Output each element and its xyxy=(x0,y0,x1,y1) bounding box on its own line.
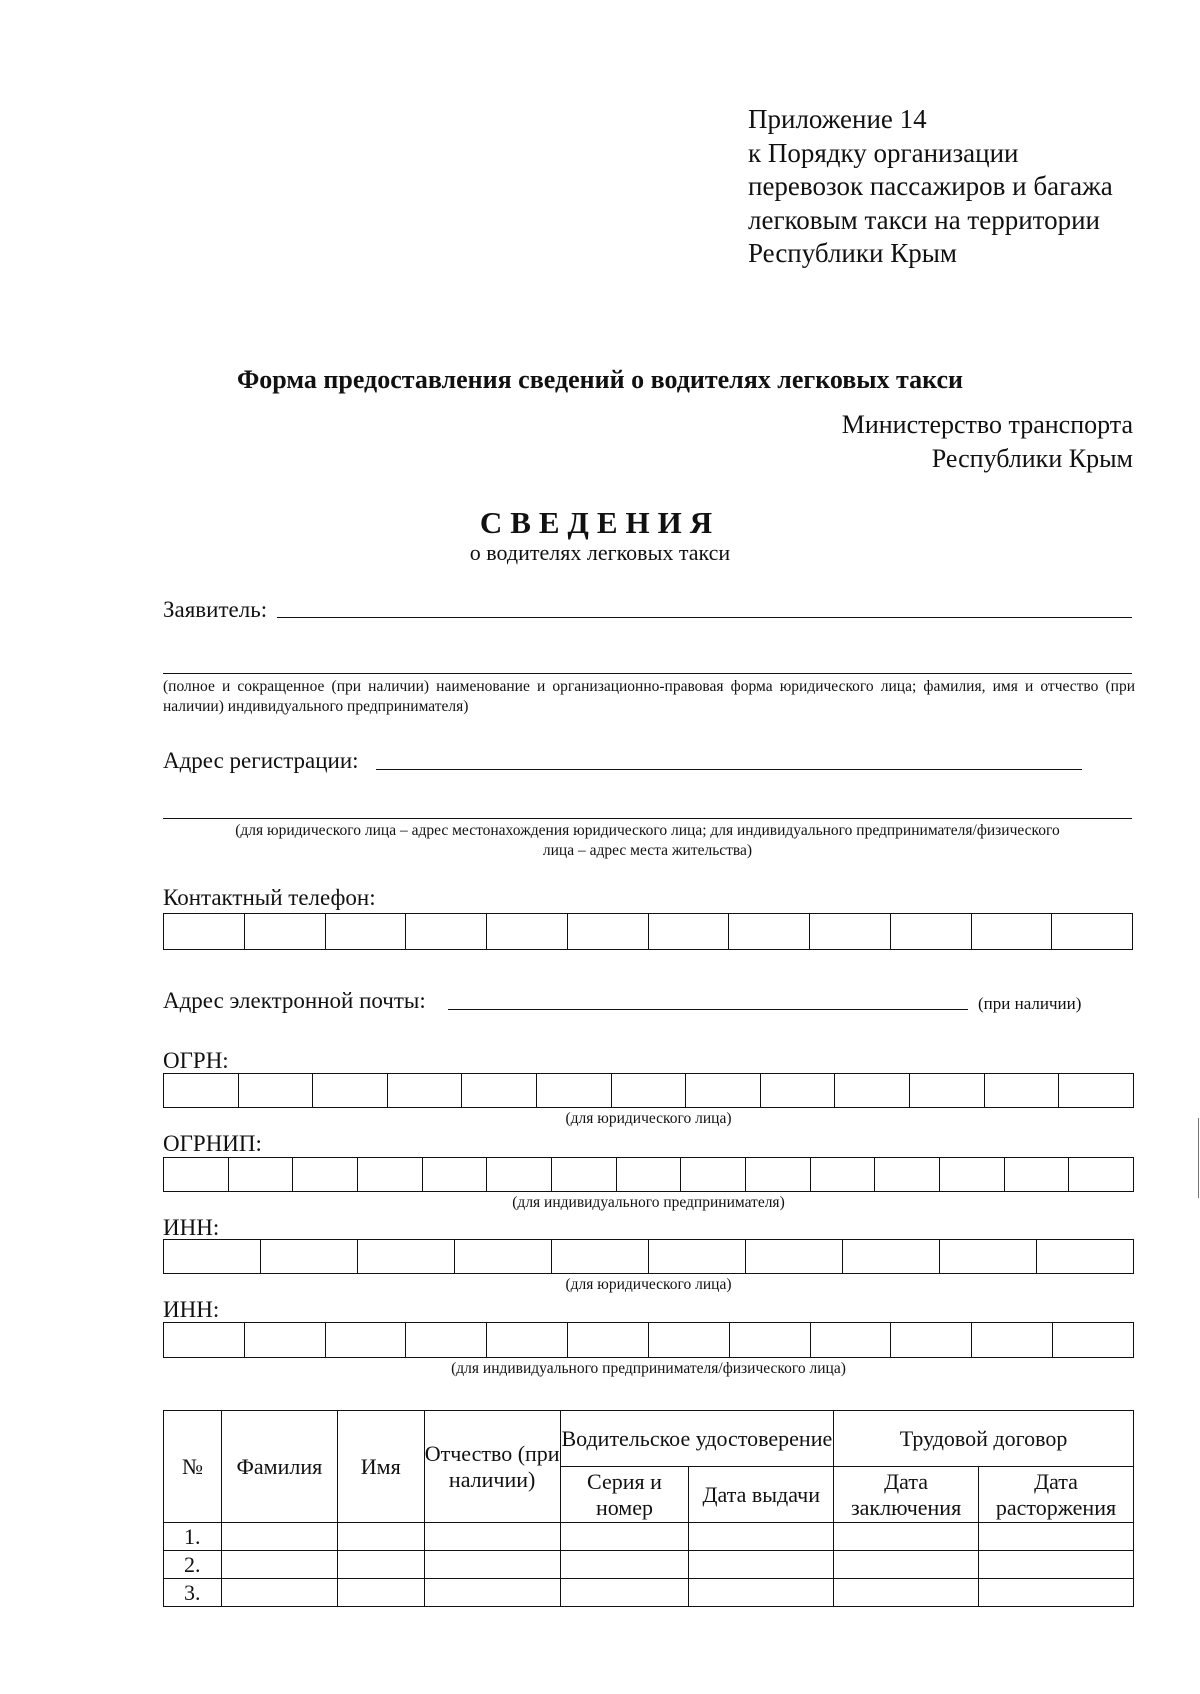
digit-cell[interactable] xyxy=(536,1074,611,1107)
digit-cell[interactable] xyxy=(357,1158,422,1191)
document-title: СВЕДЕНИЯ xyxy=(479,505,721,540)
digit-cell[interactable] xyxy=(810,1323,891,1357)
header-first-name: Имя xyxy=(337,1411,424,1523)
applicant-field-line1[interactable] xyxy=(277,617,1132,618)
digit-cell[interactable] xyxy=(1036,1240,1133,1273)
table-cell[interactable] xyxy=(979,1551,1134,1579)
table-cell[interactable] xyxy=(221,1579,337,1607)
digit-cell[interactable] xyxy=(1058,1074,1133,1107)
row-number: 1. xyxy=(164,1523,222,1551)
digit-cell[interactable] xyxy=(244,1323,325,1357)
digit-cell[interactable] xyxy=(238,1074,313,1107)
row-number: 3. xyxy=(164,1579,222,1607)
table-row xyxy=(164,1523,1134,1551)
digit-cell[interactable] xyxy=(760,1074,835,1107)
reg-address-note-line2: лица – адрес места жительства) xyxy=(542,842,753,859)
digit-cell[interactable] xyxy=(422,1158,487,1191)
appendix-reference xyxy=(748,103,1113,271)
applicant-note: (полное и сокращенное (при наличии) наименование и организационно-правовая форма юридического лица; фамилия, имя и отчество (при наличии) индивидуального предпринимателя) xyxy=(163,678,1135,715)
table-cell[interactable] xyxy=(337,1523,424,1551)
table-cell[interactable] xyxy=(979,1523,1134,1551)
digit-cell[interactable] xyxy=(874,1158,939,1191)
digit-cell[interactable] xyxy=(164,1158,228,1191)
document-subtitle: о водителях легковых такси xyxy=(469,540,731,565)
digit-cell[interactable] xyxy=(809,914,890,949)
digit-cell[interactable] xyxy=(486,1158,551,1191)
table-cell[interactable] xyxy=(834,1551,979,1579)
header-last-name: Фамилия xyxy=(221,1411,337,1523)
digit-cell[interactable] xyxy=(551,1158,616,1191)
digit-cell[interactable] xyxy=(939,1158,1004,1191)
reg-address-note-line1: (для юридического лица – адрес местонахождения юридического лица; для индивидуального предпринимателя/физического xyxy=(235,822,1060,839)
digit-cell[interactable] xyxy=(387,1074,462,1107)
table-cell[interactable] xyxy=(979,1579,1134,1607)
ogrnip-cells[interactable] xyxy=(163,1157,1134,1192)
table-cell[interactable] xyxy=(834,1579,979,1607)
digit-cell[interactable] xyxy=(611,1074,686,1107)
digit-cell[interactable] xyxy=(357,1240,454,1273)
digit-cell[interactable] xyxy=(454,1240,551,1273)
reg-address-label: Адрес регистрации: xyxy=(163,748,359,773)
digit-cell[interactable] xyxy=(164,1323,244,1357)
digit-cell[interactable] xyxy=(164,1074,238,1107)
inn-legal-cells[interactable] xyxy=(163,1239,1134,1274)
appendix-line: к Порядку организации xyxy=(748,137,1019,168)
digit-cell[interactable] xyxy=(486,914,567,949)
digit-cell[interactable] xyxy=(890,1323,971,1357)
digit-cell[interactable] xyxy=(971,1323,1052,1357)
digit-cell[interactable] xyxy=(745,1240,842,1273)
table-cell[interactable] xyxy=(834,1523,979,1551)
table-row xyxy=(164,1551,1134,1579)
digit-cell[interactable] xyxy=(745,1158,810,1191)
digit-cell[interactable] xyxy=(680,1158,745,1191)
digit-cell[interactable] xyxy=(1051,914,1132,949)
ogrnip-label: ОГРНИП: xyxy=(163,1131,262,1156)
digit-cell[interactable] xyxy=(164,1240,260,1273)
recipient xyxy=(842,408,1133,476)
inn-individual-label: ИНН: xyxy=(163,1297,220,1322)
header-license: Водительское удостоверение xyxy=(560,1411,834,1467)
digit-cell[interactable] xyxy=(325,1323,406,1357)
email-field[interactable] xyxy=(448,1009,968,1010)
digit-cell[interactable] xyxy=(461,1074,536,1107)
digit-cell[interactable] xyxy=(486,1323,567,1357)
table-cell[interactable] xyxy=(424,1523,560,1551)
recipient-line: Республики Крым xyxy=(931,444,1133,473)
scan-edge-mark xyxy=(1198,1118,1199,1198)
digit-cell[interactable] xyxy=(567,1323,648,1357)
appendix-line: Приложение 14 xyxy=(748,104,927,134)
inn-individual-note: (для индивидуального предпринимателя/физического лица) xyxy=(451,1360,846,1377)
header-license-date: Дата выдачи xyxy=(689,1467,834,1523)
inn-individual-cells[interactable] xyxy=(163,1322,1134,1358)
table-row xyxy=(164,1579,1134,1607)
row-number: 2. xyxy=(164,1551,222,1579)
digit-cell[interactable] xyxy=(810,1158,875,1191)
header-contract-end: Дата расторжения xyxy=(979,1467,1134,1523)
digit-cell[interactable] xyxy=(405,1323,486,1357)
appendix-line: легковым такси на территории xyxy=(748,204,1101,235)
digit-cell[interactable] xyxy=(1068,1158,1133,1191)
table-cell[interactable] xyxy=(689,1579,834,1607)
recipient-line: Министерство транспорта xyxy=(841,410,1133,439)
digit-cell[interactable] xyxy=(1004,1158,1069,1191)
reg-address-field-line1[interactable] xyxy=(376,769,1082,770)
header-num: № xyxy=(164,1411,222,1523)
digit-cell[interactable] xyxy=(984,1074,1059,1107)
header-contract: Трудовой договор xyxy=(834,1411,1134,1467)
table-cell[interactable] xyxy=(424,1551,560,1579)
email-note: (при наличии) xyxy=(978,994,1082,1013)
table-cell[interactable] xyxy=(221,1551,337,1579)
inn-legal-note: (для юридического лица) xyxy=(565,1276,732,1293)
table-cell[interactable] xyxy=(424,1579,560,1607)
digit-cell[interactable] xyxy=(616,1158,681,1191)
phone-label: Контактный телефон: xyxy=(163,885,376,910)
digit-cell[interactable] xyxy=(260,1240,357,1273)
appendix-line: перевозок пассажиров и багажа xyxy=(748,171,1113,201)
digit-cell[interactable] xyxy=(728,914,809,949)
digit-cell[interactable] xyxy=(567,914,648,949)
ogrn-label: ОГРН: xyxy=(163,1048,229,1073)
digit-cell[interactable] xyxy=(685,1074,760,1107)
digit-cell[interactable] xyxy=(971,914,1052,949)
digit-cell[interactable] xyxy=(729,1323,810,1357)
applicant-label: Заявитель: xyxy=(163,597,268,622)
digit-cell[interactable] xyxy=(890,914,971,949)
digit-cell[interactable] xyxy=(292,1158,357,1191)
digit-cell[interactable] xyxy=(164,914,244,949)
table-cell[interactable] xyxy=(689,1551,834,1579)
digit-cell[interactable] xyxy=(228,1158,293,1191)
digit-cell[interactable] xyxy=(648,1240,745,1273)
appendix-line: Республики Крым xyxy=(748,238,957,268)
ogrnip-note: (для индивидуального предпринимателя) xyxy=(512,1194,785,1211)
digit-cell[interactable] xyxy=(648,1323,729,1357)
header-license-series: Серия и номер xyxy=(560,1467,689,1523)
digit-cell[interactable] xyxy=(551,1240,648,1273)
digit-cell[interactable] xyxy=(312,1074,387,1107)
header-contract-start: Дата заключения xyxy=(834,1467,979,1523)
digit-cell[interactable] xyxy=(648,914,729,949)
applicant-field-line2[interactable] xyxy=(163,673,1132,674)
digit-cell[interactable] xyxy=(244,914,325,949)
table-cell[interactable] xyxy=(560,1579,689,1607)
digit-cell[interactable] xyxy=(1052,1323,1133,1357)
digit-cell[interactable] xyxy=(325,914,406,949)
ogrn-note: (для юридического лица) xyxy=(565,1110,732,1127)
table-cell[interactable] xyxy=(689,1523,834,1551)
email-label: Адрес электронной почты: xyxy=(163,988,426,1013)
digit-cell[interactable] xyxy=(909,1074,984,1107)
form-title: Форма предоставления сведений о водителях легковых такси xyxy=(236,365,964,394)
table-cell[interactable] xyxy=(337,1551,424,1579)
header-patronymic: Отчество (при наличии) xyxy=(424,1411,560,1523)
table-cell[interactable] xyxy=(560,1523,689,1551)
digit-cell[interactable] xyxy=(405,914,486,949)
phone-cells[interactable] xyxy=(163,913,1133,950)
digit-cell[interactable] xyxy=(842,1240,939,1273)
inn-legal-label: ИНН: xyxy=(163,1215,220,1240)
digit-cell[interactable] xyxy=(939,1240,1036,1273)
table-cell[interactable] xyxy=(337,1579,424,1607)
reg-address-field-line2[interactable] xyxy=(163,818,1132,819)
digit-cell[interactable] xyxy=(834,1074,909,1107)
ogrn-cells[interactable] xyxy=(163,1073,1134,1108)
table-cell[interactable] xyxy=(221,1523,337,1551)
table-cell[interactable] xyxy=(560,1551,689,1579)
drivers-table xyxy=(163,1410,1134,1607)
